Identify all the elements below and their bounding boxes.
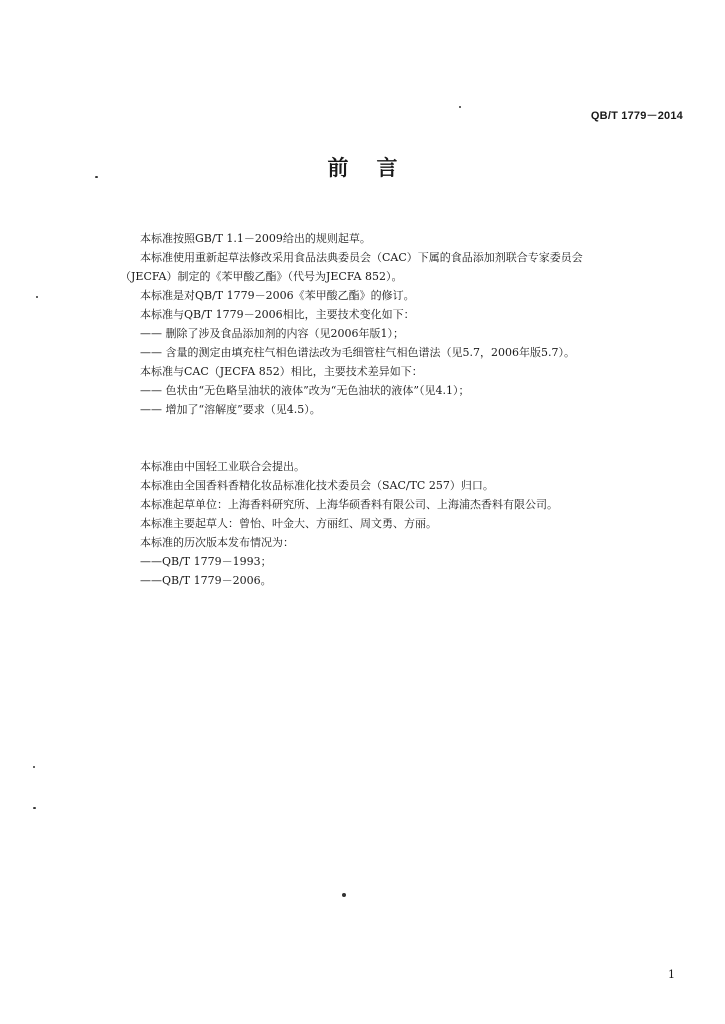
scan-speck: [342, 893, 346, 897]
list-item: —— 色状由“无色略呈油状的液体”改为“无色油状的液体”（见4.1）；: [140, 384, 470, 397]
list-item: ——QB/T 1779－2006。: [140, 574, 272, 587]
paragraph: （JECFA）制定的《苯甲酸乙酯》（代号为JECFA 852）。: [120, 270, 403, 283]
scan-speck: [33, 807, 36, 809]
paragraph: 本标准由全国香料香精化妆品标准化技术委员会（SAC/TC 257）归口。: [140, 479, 494, 492]
list-item: ——QB/T 1779－1993；: [140, 555, 272, 568]
page-number: 1: [668, 968, 675, 981]
drafting-info-section: [120, 457, 685, 590]
paragraph: 本标准的历次版本发布情况为：: [140, 536, 294, 549]
paragraph: 本标准按照GB/T 1.1－2009给出的规则起草。: [140, 232, 371, 245]
paragraph: 本标准主要起草人：曾怡、叶金大、方丽红、周文勇、方丽。: [140, 517, 437, 530]
scan-speck: [459, 106, 461, 108]
paragraph: 本标准使用重新起草法修改采用食品法典委员会（CAC）下属的食品添加剂联合专家委员会: [140, 251, 583, 264]
section-spacer: [120, 419, 685, 457]
paragraph: 本标准起草单位：上海香料研究所、上海华硕香料有限公司、上海浦杰香料有限公司。: [140, 498, 558, 511]
page-title: 前言: [327, 155, 426, 180]
document-body: [120, 229, 685, 590]
scan-speck: [33, 766, 35, 768]
technical-changes-section: [120, 229, 685, 419]
list-item: —— 含量的测定由填充柱气相色谱法改为毛细管柱气相色谱法（见5.7，2006年版5.7）。: [140, 346, 575, 359]
paragraph: 本标准由中国轻工业联合会提出。: [140, 460, 305, 473]
paragraph: 本标准与QB/T 1779－2006相比，主要技术变化如下：: [140, 308, 415, 321]
paragraph: 本标准与CAC（JECFA 852）相比，主要技术差异如下：: [140, 365, 423, 378]
scan-speck: [36, 296, 38, 298]
paragraph: 本标准是对QB/T 1779－2006《苯甲酸乙酯》的修订。: [140, 289, 415, 302]
list-item: —— 增加了“溶解度”要求（见4.5）。: [140, 403, 321, 416]
standard-code: QB/T 1779－2014: [590, 110, 683, 122]
list-item: —— 删除了涉及食品添加剂的内容（见2006年版1）；: [140, 327, 404, 340]
scan-speck: [95, 176, 98, 178]
